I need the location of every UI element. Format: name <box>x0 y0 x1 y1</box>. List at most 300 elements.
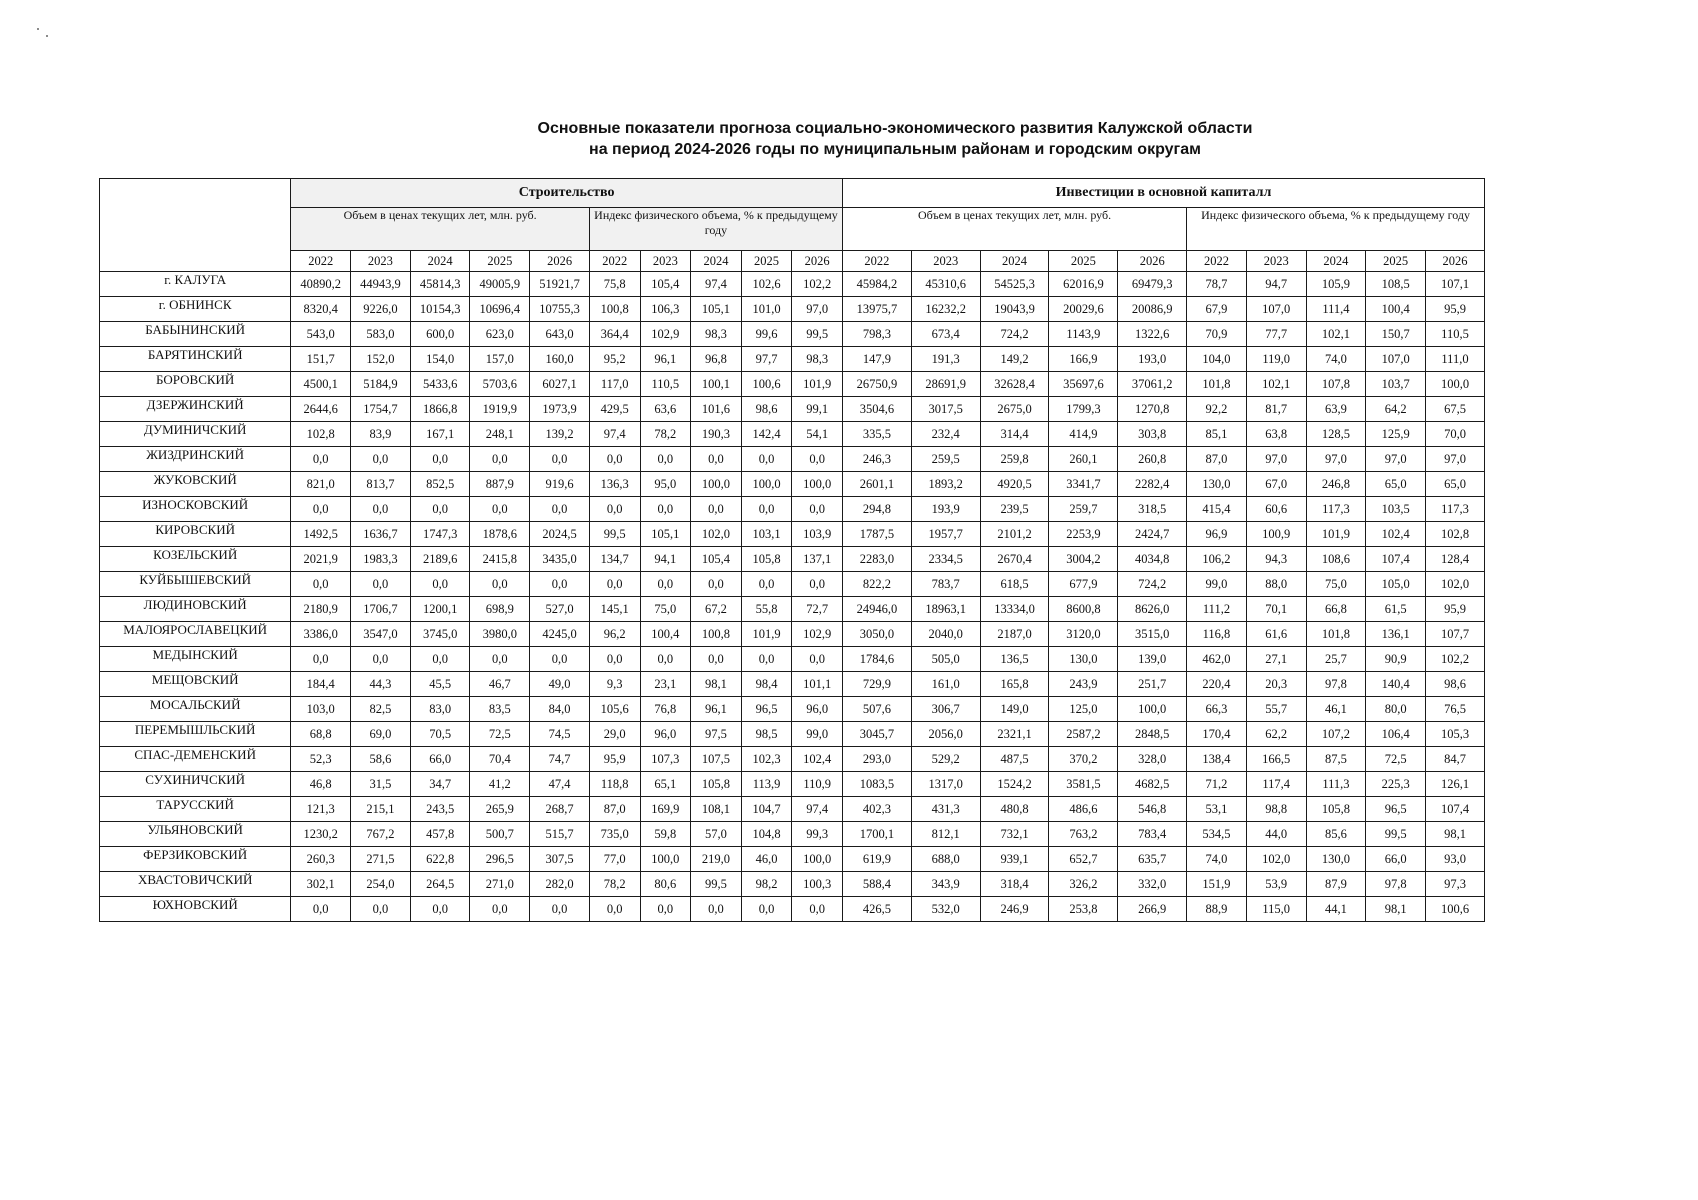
table-cell: 618,5 <box>980 572 1049 597</box>
table-cell: 105,4 <box>691 547 742 572</box>
table-cell: 0,0 <box>291 572 351 597</box>
table-cell: 115,0 <box>1246 897 1306 922</box>
table-cell: 3980,0 <box>470 622 530 647</box>
table-cell: 88,9 <box>1187 897 1247 922</box>
table-cell: 0,0 <box>589 497 640 522</box>
table-cell: 45310,6 <box>911 272 980 297</box>
table-cell: 80,6 <box>640 872 691 897</box>
table-cell: 63,9 <box>1306 397 1366 422</box>
table-cell: 111,2 <box>1187 597 1247 622</box>
table-cell: 75,0 <box>1306 572 1366 597</box>
table-cell: 105,4 <box>640 272 691 297</box>
table-cell: 136,3 <box>589 472 640 497</box>
table-cell: 100,0 <box>792 847 843 872</box>
table-cell: 101,9 <box>741 622 792 647</box>
table-cell: 251,7 <box>1118 672 1187 697</box>
table-cell: 77,7 <box>1246 322 1306 347</box>
table-cell: 1747,3 <box>410 522 470 547</box>
table-cell: 65,0 <box>1366 472 1426 497</box>
table-cell: 99,0 <box>1187 572 1247 597</box>
table-cell: 107,7 <box>1426 622 1485 647</box>
table-cell: 2180,9 <box>291 597 351 622</box>
table-cell: 105,6 <box>589 697 640 722</box>
table-cell: 2040,0 <box>911 622 980 647</box>
table-cell: 111,4 <box>1306 297 1366 322</box>
table-cell: 126,1 <box>1426 772 1485 797</box>
table-cell: 72,5 <box>1366 747 1426 772</box>
table-cell: 105,1 <box>691 297 742 322</box>
table-cell: 0,0 <box>589 897 640 922</box>
table-cell: 64,2 <box>1366 397 1426 422</box>
table-row <box>100 297 1485 322</box>
table-cell: 500,7 <box>470 822 530 847</box>
table-cell: 96,5 <box>741 697 792 722</box>
table-cell: 40890,2 <box>291 272 351 297</box>
year-header: 2022 <box>589 251 640 272</box>
table-cell: 0,0 <box>741 497 792 522</box>
table-cell: 69,0 <box>351 722 411 747</box>
table-cell: 402,3 <box>842 797 911 822</box>
table-cell: 82,5 <box>351 697 411 722</box>
table-cell: 130,0 <box>1049 647 1118 672</box>
table-cell: 125,9 <box>1366 422 1426 447</box>
table-cell: 2253,9 <box>1049 522 1118 547</box>
table-cell: 27,1 <box>1246 647 1306 672</box>
table-cell: 60,6 <box>1246 497 1306 522</box>
table-cell: 1322,6 <box>1118 322 1187 347</box>
table-cell: 102,0 <box>1426 572 1485 597</box>
table-cell: 0,0 <box>691 897 742 922</box>
table-cell: 111,3 <box>1306 772 1366 797</box>
table-cell: 71,2 <box>1187 772 1247 797</box>
table-cell: 107,5 <box>691 747 742 772</box>
table-cell: 314,4 <box>980 422 1049 447</box>
table-cell: 96,1 <box>640 347 691 372</box>
district-name: ЛЮДИНОВСКИЙ <box>100 597 291 622</box>
table-cell: 688,0 <box>911 847 980 872</box>
table-cell: 0,0 <box>792 497 843 522</box>
table-cell: 80,0 <box>1366 697 1426 722</box>
district-name: ЖИЗДРИНСКИЙ <box>100 447 291 472</box>
table-cell: 3341,7 <box>1049 472 1118 497</box>
table-cell: 117,4 <box>1246 772 1306 797</box>
table-cell: 95,0 <box>640 472 691 497</box>
table-cell: 246,3 <box>842 447 911 472</box>
table-cell: 220,4 <box>1187 672 1247 697</box>
table-cell: 306,7 <box>911 697 980 722</box>
table-cell: 97,3 <box>1426 872 1485 897</box>
table-cell: 165,8 <box>980 672 1049 697</box>
table-cell: 28691,9 <box>911 372 980 397</box>
table-cell: 2024,5 <box>530 522 590 547</box>
table-cell: 106,2 <box>1187 547 1247 572</box>
table-cell: 98,5 <box>741 722 792 747</box>
table-cell: 5184,9 <box>351 372 411 397</box>
table-cell: 248,1 <box>470 422 530 447</box>
table-cell: 100,9 <box>1246 522 1306 547</box>
table-cell: 0,0 <box>470 572 530 597</box>
table-cell: 96,8 <box>691 347 742 372</box>
table-cell: 152,0 <box>351 347 411 372</box>
table-cell: 99,1 <box>792 397 843 422</box>
table-cell: 429,5 <box>589 397 640 422</box>
table-cell: 332,0 <box>1118 872 1187 897</box>
table-cell: 246,8 <box>1306 472 1366 497</box>
table-cell: 0,0 <box>410 897 470 922</box>
table-cell: 307,5 <box>530 847 590 872</box>
table-cell: 282,0 <box>530 872 590 897</box>
table-cell: 0,0 <box>351 572 411 597</box>
table-cell: 108,5 <box>1366 272 1426 297</box>
table-cell: 0,0 <box>792 447 843 472</box>
table-cell: 107,2 <box>1306 722 1366 747</box>
table-cell: 103,9 <box>792 522 843 547</box>
table-cell: 63,6 <box>640 397 691 422</box>
table-cell: 268,7 <box>530 797 590 822</box>
table-cell: 1524,2 <box>980 772 1049 797</box>
table-cell: 1636,7 <box>351 522 411 547</box>
table-cell: 70,1 <box>1246 597 1306 622</box>
table-cell: 487,5 <box>980 747 1049 772</box>
table-cell: 97,0 <box>1246 447 1306 472</box>
table-cell: 102,9 <box>640 322 691 347</box>
table-cell: 532,0 <box>911 897 980 922</box>
table-cell: 85,1 <box>1187 422 1247 447</box>
table-cell: 318,4 <box>980 872 1049 897</box>
table-cell: 0,0 <box>589 447 640 472</box>
table-cell: 480,8 <box>980 797 1049 822</box>
table-cell: 59,8 <box>640 822 691 847</box>
table-cell: 99,0 <box>792 722 843 747</box>
table-row <box>100 347 1485 372</box>
year-header: 2026 <box>1426 251 1485 272</box>
table-cell: 96,0 <box>640 722 691 747</box>
table-row <box>100 722 1485 747</box>
table-cell: 98,6 <box>741 397 792 422</box>
table-cell: 5703,6 <box>470 372 530 397</box>
table-cell: 107,3 <box>640 747 691 772</box>
table-cell: 75,8 <box>589 272 640 297</box>
table-cell: 105,8 <box>741 547 792 572</box>
table-cell: 113,9 <box>741 772 792 797</box>
table-cell: 66,3 <box>1187 697 1247 722</box>
year-header: 2023 <box>351 251 411 272</box>
table-cell: 94,3 <box>1246 547 1306 572</box>
district-name: МАЛОЯРОСЛАВЕЦКИЙ <box>100 622 291 647</box>
table-cell: 0,0 <box>530 447 590 472</box>
table-cell: 98,3 <box>691 322 742 347</box>
table-cell: 67,0 <box>1246 472 1306 497</box>
table-cell: 169,9 <box>640 797 691 822</box>
table-cell: 191,3 <box>911 347 980 372</box>
table-cell: 101,9 <box>792 372 843 397</box>
table-cell: 219,0 <box>691 847 742 872</box>
table-cell: 46,0 <box>741 847 792 872</box>
scan-speck <box>37 28 39 30</box>
table-cell: 98,2 <box>741 872 792 897</box>
table-cell: 58,6 <box>351 747 411 772</box>
table-cell: 0,0 <box>741 647 792 672</box>
table-cell: 0,0 <box>792 897 843 922</box>
table-cell: 1700,1 <box>842 822 911 847</box>
table-cell: 83,9 <box>351 422 411 447</box>
district-name: г. ОБНИНСК <box>100 297 291 322</box>
year-header: 2024 <box>410 251 470 272</box>
construction-index-header: Индекс физического объема, % к предыдущему году <box>589 208 842 251</box>
table-cell: 97,8 <box>1306 672 1366 697</box>
table-cell: 95,9 <box>1426 597 1485 622</box>
table-cell: 0,0 <box>351 447 411 472</box>
table-cell: 2101,2 <box>980 522 1049 547</box>
table-cell: 677,9 <box>1049 572 1118 597</box>
table-cell: 2415,8 <box>470 547 530 572</box>
table-row <box>100 772 1485 797</box>
table-cell: 117,0 <box>589 372 640 397</box>
table-cell: 0,0 <box>291 447 351 472</box>
table-cell: 2587,2 <box>1049 722 1118 747</box>
table-cell: 2848,5 <box>1118 722 1187 747</box>
table-cell: 108,1 <box>691 797 742 822</box>
table-cell: 85,6 <box>1306 822 1366 847</box>
table-cell: 619,9 <box>842 847 911 872</box>
table-cell: 415,4 <box>1187 497 1247 522</box>
table-cell: 125,0 <box>1049 697 1118 722</box>
table-cell: 102,8 <box>1426 522 1485 547</box>
table-cell: 67,5 <box>1426 397 1485 422</box>
table-cell: 364,4 <box>589 322 640 347</box>
table-cell: 798,3 <box>842 322 911 347</box>
table-cell: 101,0 <box>741 297 792 322</box>
table-cell: 583,0 <box>351 322 411 347</box>
table-cell: 2601,1 <box>842 472 911 497</box>
table-cell: 107,8 <box>1306 372 1366 397</box>
table-cell: 1083,5 <box>842 772 911 797</box>
year-header-row <box>100 251 1485 272</box>
table-cell: 66,0 <box>410 747 470 772</box>
year-header: 2022 <box>1187 251 1247 272</box>
table-cell: 18963,1 <box>911 597 980 622</box>
scan-speck <box>46 35 48 37</box>
table-cell: 1919,9 <box>470 397 530 422</box>
table-cell: 2282,4 <box>1118 472 1187 497</box>
table-body <box>100 272 1485 922</box>
table-cell: 0,0 <box>470 647 530 672</box>
table-cell: 100,3 <box>792 872 843 897</box>
table-cell: 46,7 <box>470 672 530 697</box>
table-cell: 130,0 <box>1187 472 1247 497</box>
table-cell: 2189,6 <box>410 547 470 572</box>
table-cell: 102,0 <box>1246 847 1306 872</box>
district-name: БОРОВСКИЙ <box>100 372 291 397</box>
table-cell: 45,5 <box>410 672 470 697</box>
table-cell: 128,4 <box>1426 547 1485 572</box>
table-cell: 102,4 <box>1366 522 1426 547</box>
table-cell: 588,4 <box>842 872 911 897</box>
table-cell: 243,5 <box>410 797 470 822</box>
table-cell: 0,0 <box>792 572 843 597</box>
table-cell: 149,2 <box>980 347 1049 372</box>
table-cell: 732,1 <box>980 822 1049 847</box>
table-cell: 505,0 <box>911 647 980 672</box>
table-cell: 104,8 <box>741 822 792 847</box>
table-cell: 887,9 <box>470 472 530 497</box>
table-cell: 105,3 <box>1426 722 1485 747</box>
table-cell: 65,1 <box>640 772 691 797</box>
table-cell: 94,7 <box>1246 272 1306 297</box>
table-cell: 34,7 <box>410 772 470 797</box>
table-cell: 87,0 <box>589 797 640 822</box>
table-cell: 117,3 <box>1306 497 1366 522</box>
table-cell: 137,1 <box>792 547 843 572</box>
table-cell: 166,9 <box>1049 347 1118 372</box>
table-cell: 101,6 <box>691 397 742 422</box>
table-cell: 3050,0 <box>842 622 911 647</box>
table-cell: 635,7 <box>1118 847 1187 872</box>
table-cell: 0,0 <box>691 447 742 472</box>
table-cell: 426,5 <box>842 897 911 922</box>
table-cell: 119,0 <box>1246 347 1306 372</box>
table-cell: 97,0 <box>1366 447 1426 472</box>
table-cell: 2670,4 <box>980 547 1049 572</box>
table-cell: 98,6 <box>1426 672 1485 697</box>
table-cell: 2675,0 <box>980 397 1049 422</box>
table-cell: 1957,7 <box>911 522 980 547</box>
table-cell: 265,9 <box>470 797 530 822</box>
table-cell: 107,0 <box>1246 297 1306 322</box>
table-cell: 0,0 <box>589 647 640 672</box>
table-cell: 0,0 <box>351 647 411 672</box>
table-cell: 534,5 <box>1187 822 1247 847</box>
table-cell: 70,4 <box>470 747 530 772</box>
table-row <box>100 322 1485 347</box>
table-cell: 157,0 <box>470 347 530 372</box>
table-cell: 0,0 <box>741 447 792 472</box>
table-cell: 3120,0 <box>1049 622 1118 647</box>
table-cell: 2187,0 <box>980 622 1049 647</box>
table-cell: 95,9 <box>1426 297 1485 322</box>
table-row <box>100 872 1485 897</box>
table-cell: 66,8 <box>1306 597 1366 622</box>
table-cell: 154,0 <box>410 347 470 372</box>
year-header: 2026 <box>1118 251 1187 272</box>
table-cell: 0,0 <box>640 897 691 922</box>
table-cell: 105,1 <box>640 522 691 547</box>
table-cell: 104,7 <box>741 797 792 822</box>
document-title <box>0 118 1698 160</box>
invest-index-header: Индекс физического объема, % к предыдущему году <box>1187 208 1485 251</box>
table-cell: 97,4 <box>589 422 640 447</box>
table-cell: 328,0 <box>1118 747 1187 772</box>
table-row <box>100 572 1485 597</box>
district-name: ДУМИНИЧСКИЙ <box>100 422 291 447</box>
table-cell: 67,2 <box>691 597 742 622</box>
table-cell: 3515,0 <box>1118 622 1187 647</box>
table-cell: 88,0 <box>1246 572 1306 597</box>
district-name: СУХИНИЧСКИЙ <box>100 772 291 797</box>
district-name: КОЗЕЛЬСКИЙ <box>100 547 291 572</box>
table-cell: 70,5 <box>410 722 470 747</box>
table-cell: 294,8 <box>842 497 911 522</box>
table-cell: 0,0 <box>589 572 640 597</box>
table-cell: 96,9 <box>1187 522 1247 547</box>
table-cell: 643,0 <box>530 322 590 347</box>
table-cell: 97,4 <box>792 797 843 822</box>
table-row <box>100 372 1485 397</box>
table-cell: 160,0 <box>530 347 590 372</box>
table-cell: 102,2 <box>792 272 843 297</box>
table-cell: 1230,2 <box>291 822 351 847</box>
table-row <box>100 272 1485 297</box>
table-cell: 99,5 <box>589 522 640 547</box>
table-cell: 62,2 <box>1246 722 1306 747</box>
table-cell: 431,3 <box>911 797 980 822</box>
table-cell: 55,8 <box>741 597 792 622</box>
table-cell: 96,2 <box>589 622 640 647</box>
table-cell: 260,8 <box>1118 447 1187 472</box>
table-cell: 44,3 <box>351 672 411 697</box>
table-row <box>100 522 1485 547</box>
table-row <box>100 797 1485 822</box>
district-name: МЕДЫНСКИЙ <box>100 647 291 672</box>
table-cell: 271,5 <box>351 847 411 872</box>
table-cell: 0,0 <box>691 647 742 672</box>
table-cell: 3581,5 <box>1049 772 1118 797</box>
table-cell: 1754,7 <box>351 397 411 422</box>
table-cell: 813,7 <box>351 472 411 497</box>
table-cell: 2644,6 <box>291 397 351 422</box>
table-cell: 102,8 <box>291 422 351 447</box>
table-cell: 0,0 <box>640 572 691 597</box>
table-cell: 767,2 <box>351 822 411 847</box>
table-cell: 61,5 <box>1366 597 1426 622</box>
table-cell: 100,0 <box>741 472 792 497</box>
table-row <box>100 397 1485 422</box>
table-cell: 486,6 <box>1049 797 1118 822</box>
table-cell: 343,9 <box>911 872 980 897</box>
table-cell: 3017,5 <box>911 397 980 422</box>
table-cell: 84,0 <box>530 697 590 722</box>
table-row <box>100 597 1485 622</box>
table-cell: 138,4 <box>1187 747 1247 772</box>
table-cell: 145,1 <box>589 597 640 622</box>
table-cell: 100,0 <box>1426 372 1485 397</box>
table-cell: 107,0 <box>1366 347 1426 372</box>
table-cell: 652,7 <box>1049 847 1118 872</box>
table-cell: 52,3 <box>291 747 351 772</box>
table-cell: 9,3 <box>589 672 640 697</box>
table-cell: 4920,5 <box>980 472 1049 497</box>
table-cell: 735,0 <box>589 822 640 847</box>
table-cell: 4034,8 <box>1118 547 1187 572</box>
table-row <box>100 697 1485 722</box>
table-cell: 0,0 <box>410 497 470 522</box>
table-cell: 97,8 <box>1366 872 1426 897</box>
table-cell: 763,2 <box>1049 822 1118 847</box>
table-cell: 99,6 <box>741 322 792 347</box>
table-cell: 673,4 <box>911 322 980 347</box>
table-cell: 0,0 <box>291 647 351 672</box>
table-cell: 515,7 <box>530 822 590 847</box>
table-cell: 97,0 <box>1306 447 1366 472</box>
construction-volume-header: Объем в ценах текущих лет, млн. руб. <box>291 208 590 251</box>
table-cell: 259,8 <box>980 447 1049 472</box>
table-cell: 105,8 <box>691 772 742 797</box>
table-row <box>100 647 1485 672</box>
table-cell: 622,8 <box>410 847 470 872</box>
table-cell: 6027,1 <box>530 372 590 397</box>
table-cell: 87,5 <box>1306 747 1366 772</box>
table-cell: 783,4 <box>1118 822 1187 847</box>
